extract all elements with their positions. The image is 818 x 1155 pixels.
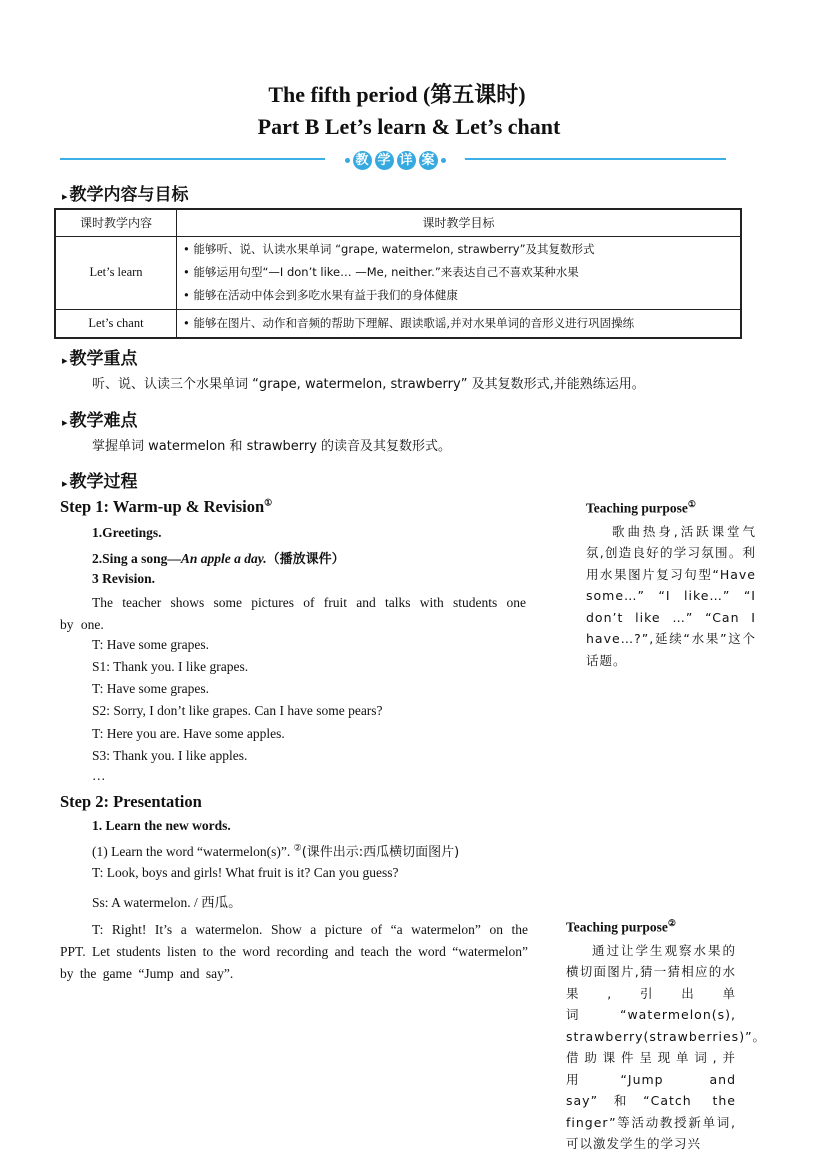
- triangle-icon: ▸: [62, 477, 68, 490]
- difficulties-text: 掌握单词 watermelon 和 strawberry 的读音及其复数形式。: [92, 439, 452, 454]
- dialogue-line: T: Here you are. Have some apples.: [92, 726, 285, 741]
- section-difficulties: ▸ 教学难点: [62, 411, 138, 431]
- table-cell-goals: [177, 309, 742, 338]
- footnote-mark: ①: [687, 499, 696, 509]
- step2-students-line: Ss: A watermelon. / 西瓜。: [92, 895, 242, 910]
- dialogue-line: T: Have some grapes.: [92, 681, 210, 696]
- step2-sub1: 1. Learn the new words.: [92, 818, 231, 833]
- dialogue-line: S2: Sorry, I don’t like grapes. Can I have some pears?: [92, 703, 383, 718]
- footnote-mark: ②: [293, 842, 302, 853]
- triangle-icon: ▸: [62, 354, 68, 367]
- section-key-points: ▸ 教学重点: [62, 349, 138, 369]
- banner-dot-left: [345, 158, 350, 163]
- footnote-mark: ②: [667, 918, 676, 928]
- dialogue-line: …: [92, 768, 106, 783]
- step1-title: Step 1: Warm-up & Revision①: [60, 497, 273, 516]
- step2-paragraph: T: Right! It’s a watermelon. Show a picture of “a watermelon” on the PPT. Let students listen to the word recording and teach the word “watermelon” by the game “Jump and say”.: [60, 922, 528, 981]
- footnote-mark: ①: [264, 497, 273, 508]
- table-row: [55, 236, 741, 309]
- step2-item1: (1) Learn the word “watermelon(s)”. ②(课件出示:西瓜横切面图片): [92, 842, 460, 860]
- goal-item: • 能够在图片、动作和音频的帮助下理解、跟读歌谣,并对水果单词的音形义进行巩固操练: [183, 315, 635, 330]
- step1-greetings: 1.Greetings.: [92, 525, 162, 540]
- table-header-row: [55, 209, 741, 236]
- table-header-goals: 课时教学目标: [177, 209, 742, 236]
- goal-item: • 能够运用句型“—I don’t like… —Me, neither.”来表达自己不喜欢某种水果: [183, 265, 579, 279]
- table-cell-goals: [177, 236, 742, 309]
- triangle-icon: ▸: [62, 190, 68, 203]
- step1-intro: The teacher shows some pictures of fruit and talks with students one by one.: [60, 595, 526, 632]
- step2-teacher-line: T: Look, boys and girls! What fruit is it? Can you guess?: [92, 865, 399, 880]
- goal-item: • 能够听、说、认读水果单词 “grape, watermelon, strawberry”及其复数形式: [183, 242, 595, 256]
- banner-char: 学: [375, 151, 394, 170]
- section-process: ▸ 教学过程: [62, 472, 138, 492]
- goal-item: • 能够在活动中体会到多吃水果有益于我们的身体健康: [183, 288, 458, 302]
- sidebar-text: 通过让学生观察水果的横切面图片,猜一猜相应的水果,引出单词“watermelon(s), strawberry(strawberries)”。借助课件呈现单词,并用“Jump and say”和“Catch the finger”等活动教授新单词,可以激发学生的学习兴: [566, 942, 767, 1151]
- sidebar-text: 歌曲热身,活跃课堂气氛,创造良好的学习氛围。利用水果图片复习句型“Have some…” “I like…” “I don’t like …” “Can I have…?”,延续“水果”这个话题。: [586, 523, 756, 668]
- banner-char: 教: [353, 151, 372, 170]
- banner-char: 详: [397, 151, 416, 170]
- page-subtitle: Part B Let’s learn & Let’s chant: [257, 114, 561, 139]
- step1-song: 2.Sing a song—An apple a day.（播放课件）: [92, 551, 345, 567]
- table-cell-content: Let’s learn: [55, 236, 177, 309]
- sidebar-teaching-purpose-1: [586, 499, 756, 671]
- page-title: The fifth period (第五课时): [268, 82, 526, 107]
- banner-char: 案: [419, 151, 438, 170]
- triangle-icon: ▸: [62, 416, 68, 429]
- section-content-goals: ▸ 教学内容与目标: [62, 185, 189, 205]
- objectives-table: [54, 208, 742, 339]
- table-cell-content: Let’s chant: [55, 309, 177, 338]
- song-title: An apple a day.: [180, 551, 267, 566]
- step1-revision: 3 Revision.: [92, 571, 156, 586]
- dialogue-line: T: Have some grapes.: [92, 637, 210, 652]
- sidebar-title: Teaching purpose①: [586, 499, 696, 516]
- key-points-text: 听、说、认读三个水果单词 “grape, watermelon, strawberry” 及其复数形式,并能熟练运用。: [92, 377, 645, 392]
- banner-badge: [325, 149, 465, 171]
- table-header-content: 课时教学内容: [55, 209, 177, 236]
- banner-dot-right: [441, 158, 446, 163]
- dialogue-line: S3: Thank you. I like apples.: [92, 748, 248, 763]
- table-row: [55, 309, 741, 338]
- dialogue-line: S1: Thank you. I like grapes.: [92, 659, 249, 674]
- sidebar-teaching-purpose-2: [566, 918, 767, 1151]
- step2-title: Step 2: Presentation: [60, 792, 202, 811]
- sidebar-title: Teaching purpose②: [566, 918, 676, 935]
